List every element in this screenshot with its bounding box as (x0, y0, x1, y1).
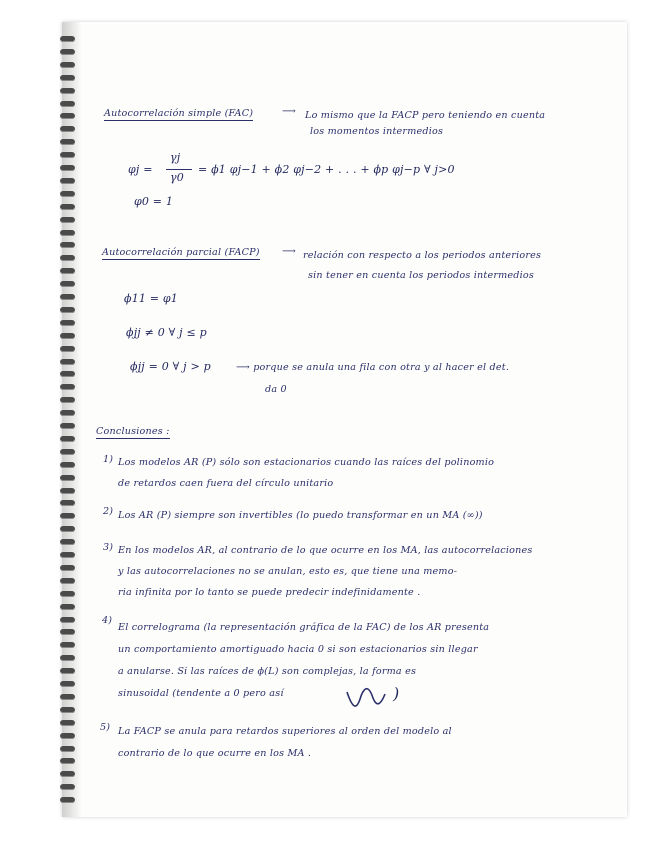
facp-description-line-2: sin tener en cuenta los periodos intermedios (308, 270, 534, 281)
fac-equation-phi0: φ0 = 1 (134, 195, 174, 208)
spiral-ring (60, 655, 75, 661)
spiral-ring (60, 617, 75, 623)
spiral-ring (60, 281, 75, 287)
spiral-ring (60, 88, 75, 94)
spiral-ring (60, 294, 75, 300)
spiral-ring (60, 242, 75, 248)
spiral-ring (60, 720, 75, 726)
spiral-ring (60, 449, 75, 455)
spiral-ring (60, 565, 75, 571)
sinusoid-sketch (345, 684, 395, 710)
spiral-ring (60, 797, 75, 803)
conclusion-1-line-2: de retardos caen fuera del círculo unitario (118, 478, 334, 489)
conclusion-5-line-2: contrario de lo que ocurre en los MA . (118, 748, 312, 759)
spiral-ring (60, 591, 75, 597)
spiral-ring (60, 746, 75, 752)
spiral-ring (60, 552, 75, 558)
spiral-ring (60, 423, 75, 429)
conclusion-3-line-2: y las autocorrelaciones no se anulan, esto es, que tiene una memo- (118, 566, 458, 577)
conclusion-1-line-1: Los modelos AR (P) sólo son estacionarios cuando las raíces del polinomio (118, 457, 495, 468)
spiral-ring (60, 113, 75, 119)
conclusiones-heading: Conclusiones : (96, 426, 170, 437)
spiral-ring (60, 62, 75, 68)
facp-description-line-1: relación con respecto a los periodos anteriores (303, 250, 542, 261)
conclusion-number: 1) (103, 454, 114, 465)
spiral-ring (60, 462, 75, 468)
fac-equation-numerator: γj (170, 151, 181, 164)
conclusion-4-line-4: sinusoidal (tendente a 0 pero así (118, 688, 284, 699)
spiral-ring (60, 371, 75, 377)
spiral-ring (60, 191, 75, 197)
spiral-ring (60, 126, 75, 132)
fac-equation-denominator: γ0 (170, 171, 184, 184)
conclusion-2-line-1: Los AR (P) siempre son invertibles (lo puedo transformar en un MA (∞)) (118, 510, 483, 521)
spiral-ring (60, 410, 75, 416)
spiral-ring (60, 333, 75, 339)
spiral-ring (60, 204, 75, 210)
spiral-ring (60, 513, 75, 519)
spiral-ring (60, 320, 75, 326)
spiral-ring (60, 694, 75, 700)
spiral-ring (60, 49, 75, 55)
facp-equation-nonzero: ϕjj ≠ 0 ∀ j ≤ p (126, 326, 207, 339)
facp-arrow: ⟶ (282, 246, 296, 257)
fac-arrow: ⟶ (282, 106, 296, 117)
spiral-ring (60, 165, 75, 171)
spiral-ring (60, 539, 75, 545)
facp-equation-phi11: ϕ11 = φ1 (124, 292, 179, 305)
spiral-ring (60, 668, 75, 674)
spiral-ring (60, 230, 75, 236)
fraction-bar (166, 169, 192, 170)
spiral-ring (60, 268, 75, 274)
spiral-ring (60, 75, 75, 81)
spiral-ring (60, 681, 75, 687)
spiral-ring (60, 307, 75, 313)
facp-zero-explanation-2: da 0 (265, 384, 287, 395)
spiral-ring (60, 488, 75, 494)
conclusion-3-line-1: En los modelos AR, al contrario de lo que ocurre en los MA, las autocorrelaciones (118, 545, 533, 556)
fac-equation-rhs: = ϕ1 φj−1 + ϕ2 φj−2 + . . . + ϕp φj−p ∀ j>0 (198, 163, 455, 176)
sinusoid-close-paren: ) (393, 684, 400, 703)
conclusion-4-line-3: a anularse. Si las raíces de ϕ(L) son complejas, la forma es (118, 666, 417, 677)
fac-description-line-2: los momentos intermedios (310, 126, 444, 137)
spiral-binding (60, 36, 78, 816)
spiral-ring (60, 629, 75, 635)
spiral-ring (60, 642, 75, 648)
spiral-ring (60, 758, 75, 764)
fac-heading: Autocorrelación simple (FAC) (104, 108, 254, 119)
spiral-ring (60, 578, 75, 584)
spiral-ring (60, 346, 75, 352)
facp-heading: Autocorrelación parcial (FACP) (102, 247, 260, 258)
spiral-ring (60, 526, 75, 532)
spiral-ring (60, 152, 75, 158)
spiral-ring (60, 784, 75, 790)
conclusion-number: 2) (103, 506, 114, 517)
facp-equation-zero: ϕjj = 0 ∀ j > p (130, 360, 211, 373)
spiral-ring (60, 36, 75, 42)
conclusion-number: 3) (103, 542, 114, 553)
spiral-ring (60, 255, 75, 261)
conclusion-4-line-1: El correlograma (la representación gráfica de la FAC) de los AR presenta (118, 622, 490, 633)
spiral-ring (60, 604, 75, 610)
spiral-ring (60, 397, 75, 403)
spiral-ring (60, 384, 75, 390)
conclusion-4-line-2: un comportamiento amortiguado hacia 0 si son estacionarios sin llegar (118, 644, 478, 655)
spiral-ring (60, 436, 75, 442)
spiral-ring (60, 359, 75, 365)
spiral-ring (60, 178, 75, 184)
fac-equation-lhs: φj = (128, 163, 153, 176)
spiral-ring (60, 707, 75, 713)
facp-zero-explanation: ⟶ porque se anula una fila con otra y al hacer el det. (236, 362, 510, 373)
spiral-ring (60, 475, 75, 481)
spiral-ring (60, 101, 75, 107)
spiral-ring (60, 500, 75, 506)
spiral-ring (60, 733, 75, 739)
conclusion-5-line-1: La FACP se anula para retardos superiores al orden del modelo al (118, 726, 452, 737)
fac-description-line-1: Lo mismo que la FACP pero teniendo en cuenta (305, 110, 546, 121)
conclusion-number: 4) (102, 615, 113, 626)
spiral-ring (60, 771, 75, 777)
conclusion-number: 5) (100, 722, 111, 733)
conclusion-3-line-3: ria infinita por lo tanto se puede predecir indefinidamente . (118, 587, 421, 598)
spiral-ring (60, 139, 75, 145)
spiral-ring (60, 217, 75, 223)
